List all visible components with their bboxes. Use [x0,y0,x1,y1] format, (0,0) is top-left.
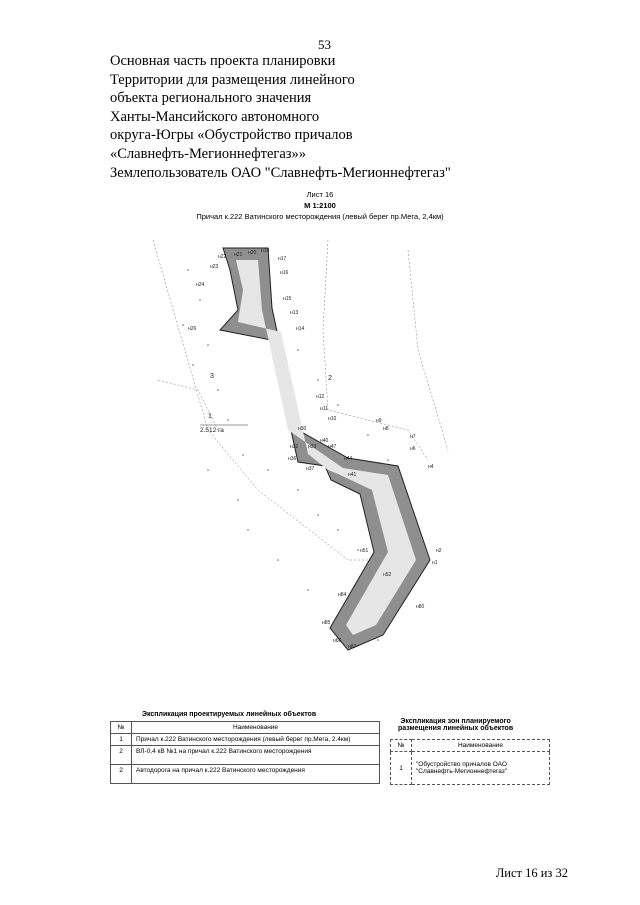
header-line: Территории для размещения линейного [110,71,355,88]
col-header-num: № [111,722,132,734]
col-header-name: Наименование [132,722,380,734]
header-line: округа-Югры «Обустройство причалов [110,127,353,144]
header-line: объекта регионального значения [110,90,312,107]
objects-table [110,721,380,784]
zone-number: 2 [328,375,332,382]
sheet-title: Лист 16 [306,190,334,199]
svg-text:н87: н87 [348,644,357,650]
zones-table [390,739,550,785]
svg-text:н9: н9 [376,418,382,424]
header-line: Основная часть проекта планировки [110,53,336,69]
svg-text:н85: н85 [322,620,331,626]
svg-text:н26: н26 [188,326,197,332]
zones-title-line: размещения линейных объектов [398,725,514,732]
svg-text:н30: н30 [298,426,307,432]
svg-text:н80: н80 [416,604,425,610]
zone-number: 3 [210,373,214,380]
svg-text:н12: н12 [316,394,325,400]
svg-text:н41: н41 [348,472,357,478]
svg-text:н17: н17 [278,256,287,262]
header-line: Землепользователь ОАО "Славнефть-Мегионнефтегаз" [110,164,451,181]
document-header [110,52,451,182]
row-num: 2 [111,746,132,765]
table-row [111,765,380,784]
svg-text:н32: н32 [290,444,299,450]
svg-text:н33: н33 [308,444,317,450]
svg-text:н11: н11 [320,406,328,412]
svg-text:н15: н15 [283,296,292,302]
svg-text:н52: н52 [383,572,392,578]
row-num: 1 [111,734,132,746]
svg-text:н22: н22 [218,254,227,260]
planning-map [148,230,568,670]
svg-text:н10: н10 [328,416,337,422]
sheet-subtitle: Причал к.222 Ватинского месторождения (левый берег пр.Мега, 2,4км) [196,212,444,221]
svg-text:н7: н7 [410,434,416,440]
row-name: Причал к.222 Ватинского месторождения (левый берег пр.Мега, 2.4км) [132,734,380,746]
svg-text:н14: н14 [296,326,305,332]
svg-text:н4: н4 [428,464,434,470]
col-header-num: № [391,740,412,752]
row-num: 2 [111,765,132,784]
row-name: Автодорога на причал к.222 Ватинского месторождения [132,765,380,784]
page-footer: Лист 16 из 32 [495,866,568,880]
svg-text:н6: н6 [410,446,416,452]
svg-text:н37: н37 [306,466,315,472]
svg-text:н23: н23 [210,264,219,270]
row-name: ВЛ-0,4 кВ №1 на причал к.222 Ватинского месторождения [132,746,380,765]
zones-table-title [398,718,513,732]
svg-text:н21: н21 [234,252,243,258]
svg-text:н51: н51 [360,548,369,554]
page-number: 53 [318,37,331,52]
sheet-scale: М 1:2100 [304,201,336,210]
svg-text:н16: н16 [280,270,289,276]
area-label: 2.512 га [200,427,224,434]
svg-text:н44: н44 [344,456,353,462]
row-name: "Обустройство причалов ОАО "Славнефть-Мегионнефтегаз" [412,752,550,785]
svg-text:н13: н13 [290,310,299,316]
svg-text:н36: н36 [288,456,297,462]
table-row [111,746,380,765]
header-line: Ханты-Мансийского автономного [110,108,320,125]
table-row [111,734,380,746]
zone-number: 1 [208,413,212,420]
svg-text:н66: н66 [333,638,342,644]
svg-text:н1: н1 [432,560,438,566]
svg-text:н20: н20 [248,250,257,256]
col-header-name: Наименование [412,740,550,752]
header-line: «Славнефть-Мегионнефтегаз»» [110,145,306,162]
svg-text:н40: н40 [320,438,329,444]
svg-text:н19: н19 [261,248,270,254]
svg-text:н47: н47 [328,444,337,450]
svg-text:н2: н2 [436,548,442,554]
row-num: 1 [391,752,412,785]
zones-title-line: Экспликация зон планируемого [400,718,511,725]
objects-table-title: Экспликация проектируемых линейных объектов [142,711,317,718]
table-row [391,752,550,785]
svg-text:н24: н24 [196,282,205,288]
svg-text:н84: н84 [338,592,347,598]
svg-text:н8: н8 [383,426,389,432]
